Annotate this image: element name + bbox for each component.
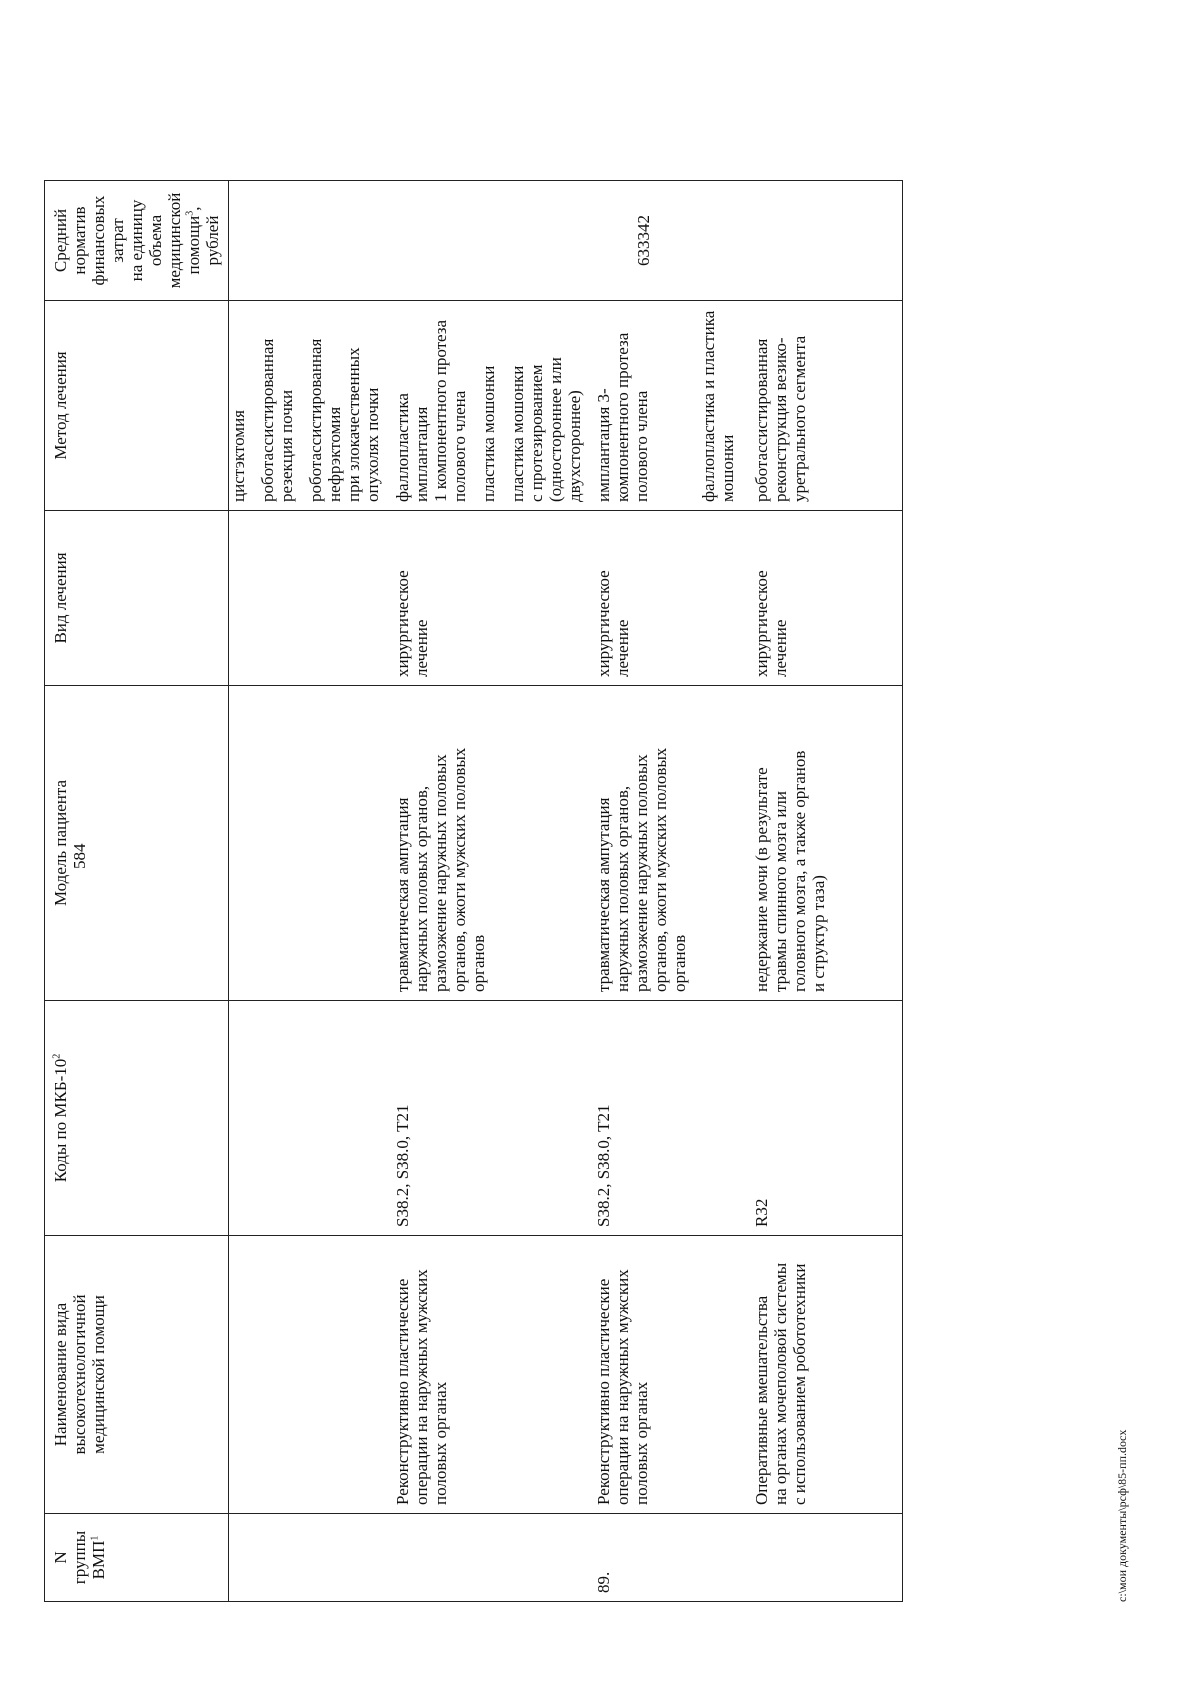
vmp-name: Оперативные вмешательства на органах мочеполовой системы с использованием робототехники xyxy=(752,1236,903,1514)
vmp-table xyxy=(44,180,903,1602)
method-cell xyxy=(594,301,752,511)
table-row xyxy=(752,181,903,1602)
icd-codes: R32 xyxy=(752,1001,903,1236)
method-item: цистэктомия xyxy=(229,410,249,502)
header-model: Модель пациента xyxy=(45,686,229,1001)
group-number xyxy=(752,1514,903,1602)
group-number xyxy=(393,1514,594,1602)
method-item: роботассистированная нефрэктомия при злокачественных опухолях почки xyxy=(306,338,383,502)
patient-model: травматическая ампутация наружных половых органов, размозжение наружных половых органов, ожоги мужских половых органов xyxy=(393,686,594,1001)
table-row xyxy=(393,181,594,1602)
vmp-name: Реконструктивно пластические операции на наружных мужских половых органах xyxy=(393,1236,594,1514)
header-cost: Средний норматив финансовых затрат на единицу объема медицинской помощи$^3$, рублей xyxy=(45,181,229,301)
patient-model: травматическая ампутация наружных половых органов, размозжение наружных половых органов, ожоги мужских половых органов xyxy=(594,686,752,1001)
treatment-type: хирургическое лечение xyxy=(752,511,903,686)
method-cell xyxy=(229,301,393,511)
method-cell xyxy=(393,301,594,511)
treatment-type: хирургическое лечение xyxy=(594,511,752,686)
header-codes: Коды по МКБ-$10^2$ xyxy=(45,1001,229,1236)
page-number: 584 xyxy=(70,843,89,869)
table-row xyxy=(229,181,393,1602)
treatment-type: хирургическое лечение xyxy=(393,511,594,686)
cost-cell xyxy=(594,181,752,301)
header-type: Вид лечения xyxy=(45,511,229,686)
method-cell xyxy=(752,301,903,511)
method-item: фаллопластика и пластика мошонки xyxy=(698,310,737,502)
header-name: Наименование вида высокотехнологичной медицинской помощи xyxy=(45,1236,229,1514)
header-n-group: N группы ВМП$^1$ xyxy=(45,1514,229,1602)
cost-value: 633342 xyxy=(633,215,653,266)
vmp-name: Реконструктивно пластические операции на наружных мужских половых органах xyxy=(594,1236,752,1514)
method-item: имплантация 3- компонентного протеза полового члена xyxy=(593,332,651,502)
method-item: роботассистированная реконструкция везико- уретрального сегмента xyxy=(751,335,809,502)
table-header-row xyxy=(45,181,229,1602)
table-row xyxy=(594,181,752,1602)
method-item: пластика мошонки с протезированием (одностороннее или двухстороннее) xyxy=(507,357,584,502)
method-item: роботассистированная резекция почки xyxy=(258,338,297,502)
method-item: пластика мошонки xyxy=(478,365,498,502)
patient-model: недержание мочи (в результате травмы спинного мозга или головного мозга, а также органов и структур таза) xyxy=(752,686,903,1001)
file-path-footer: c:\мои документы\рсф\85-пп.docx xyxy=(1115,1429,1129,1602)
icd-codes: S38.2, S38.0, T21 xyxy=(393,1001,594,1236)
icd-codes: S38.2, S38.0, T21 xyxy=(594,1001,752,1236)
method-item: фаллопластика имплантация 1 компонентного протеза полового члена xyxy=(392,319,469,502)
group-number: 89. xyxy=(594,1514,752,1602)
header-method: Метод лечения xyxy=(45,301,229,511)
